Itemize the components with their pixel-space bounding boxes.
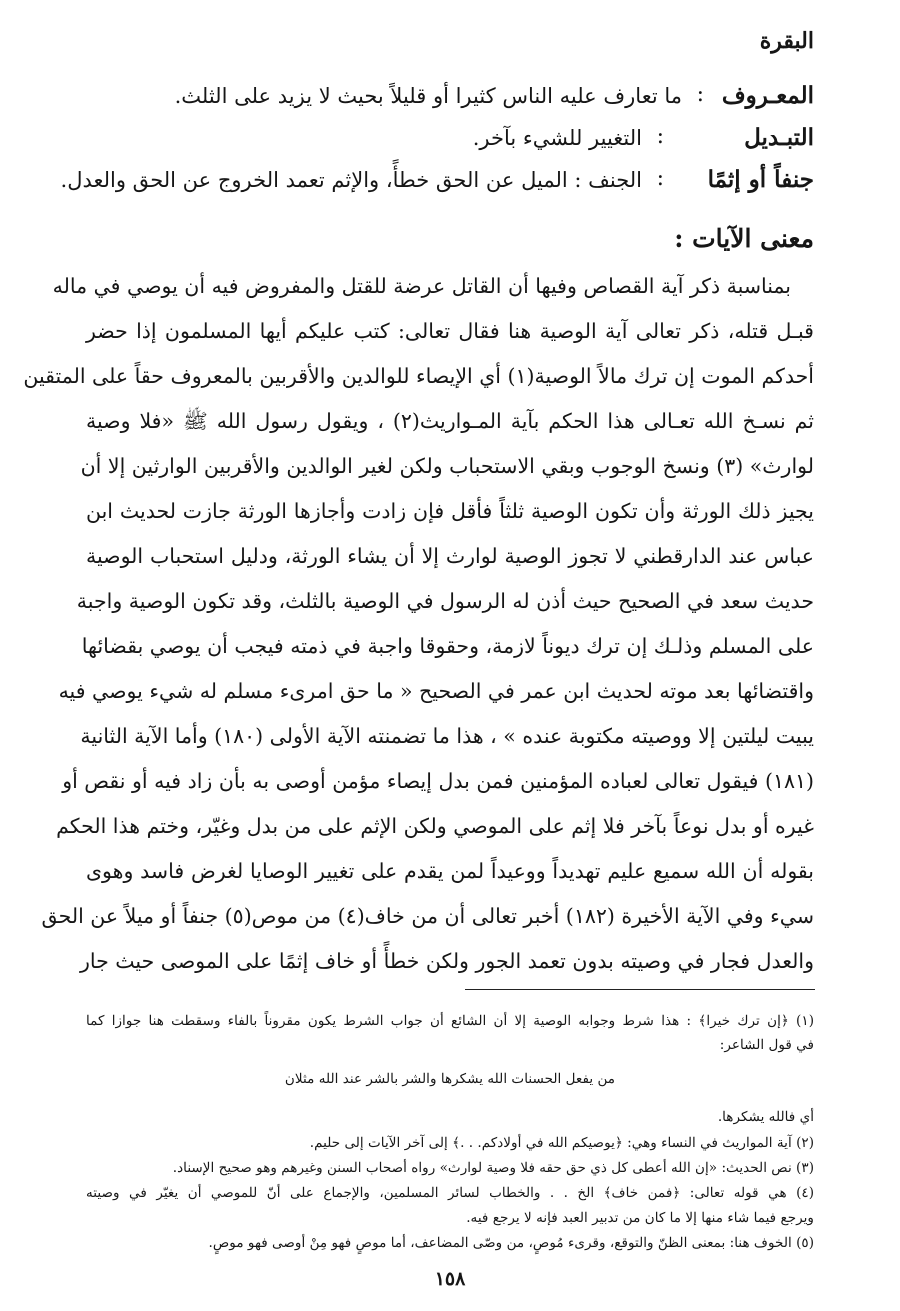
chapter-header: البقرة: [759, 28, 814, 54]
footnote-line: ويرجع فيما شاء منها إلا ما كان من تدبير العبد فإنه لا يرجع فيه.: [466, 1210, 814, 1226]
body-line: بقوله أن الله سميع عليم تهديداً ووعيداً لمن يقدم على تغيير الوصايا لغرض فاسد وهوى: [86, 859, 814, 883]
footnote-divider: [465, 989, 815, 990]
body-line: على المسلم وذلـك إن ترك ديوناً لازمة، وحقوقا واجبة في ذمته فيجب أن يوصي بقضائها: [81, 634, 814, 658]
footnote-line: (١) ﴿إن ترك خيرا﴾ : هذا شرط وجوابه الوصية إلا أن الشائع أن جواب الشرط يكون مقروناً بالفاء وسقطت هنا جوازا كما: [86, 1013, 814, 1029]
vocab-term: التبـديل: [744, 124, 814, 151]
vocab-entry-janaf: [54, 166, 814, 210]
vocab-term: جنفاً أو إثمًا: [707, 166, 814, 193]
page-number: ١٥٨: [434, 1268, 466, 1290]
body-line: (١٨١) فيقول تعالى لعباده المؤمنين فمن بدل إيصاء مؤمن أوصى به بأن زاد فيه أو نقص أو: [62, 769, 814, 793]
body-line: سيء وفي الآية الأخيرة (١٨٢) أخبر تعالى أن من خاف(٤) من موص(٥) جنفاً أو ميلاً عن الحق: [41, 904, 814, 928]
body-line: واقتضائها بعد موته لحديث ابن عمر في الصحيح « ما حق امرىء مسلم له شيء يوصي فيه: [58, 679, 814, 703]
body-line: ثم نسـخ الله تعـالى هذا الحكم بآية المـواريث(٢) ، ويقول رسول الله ﷺ «فلا وصية: [86, 409, 814, 433]
vocab-definition: التغيير للشيء بآخر.: [472, 126, 642, 150]
footnote-line: (٣) نص الحديث: «إن الله أعطى كل ذي حق حقه فلا وصية لوارث» رواه أصحاب السنن وغيرهم وهو صحيح الإسناد.: [172, 1160, 814, 1176]
footnote-line: (٤) هي قوله تعالى: ﴿فمن خاف﴾ الخ . . والخطاب لسائر المسلمين، والإجماع على أنّ للموصي أن يغيّر في وصيته: [86, 1185, 814, 1201]
body-line: عباس عند الدارقطني لا تجوز الوصية لوارث إلا أن يشاء الورثة، ودليل استحباب الوصية: [86, 544, 814, 568]
body-line: يجيز ذلك الورثة وأن تكون الوصية ثلثاً فأقل فإن زادت وأجازها الورثة جازت لحديث ابن: [86, 499, 814, 523]
body-line: غيره أو بدل نوعاً بآخر فلا إثم على الموصي ولكن الإثم على من بدل وغيّر، وختم هذا الحكم: [56, 814, 814, 838]
body-line: والعدل فجار في وصيته بدون تعمد الجور ولكن خطأً أو خاف إثمًا على الموصى حيث جار: [79, 949, 814, 973]
vocab-colon: :: [656, 124, 664, 149]
vocab-definition: ما تعارف عليه الناس كثيرا أو قليلاً بحيث لا يزيد على الثلث.: [174, 84, 682, 108]
vocab-colon: :: [656, 166, 664, 191]
body-line: يبيت ليلتين إلا ووصيته مكتوبة عنده » ، هذا ما تضمنته الآية الأولى (١٨٠) وأما الآية الثانية: [80, 724, 814, 748]
vocab-term: المعـروف: [721, 82, 814, 109]
body-line: لوارث» (٣) ونسخ الوجوب وبقي الاستحباب ولكن لغير الوالدين والأقربين الوارثين إلا أن: [80, 454, 814, 478]
body-line: حديث سعد في الصحيح حيث أذن له الرسول في الوصية بالثلث، وقد تكون الوصية واجبة: [76, 589, 814, 613]
vocab-entry-maroof: [54, 82, 814, 126]
section-title: معنى الآيات :: [674, 224, 814, 253]
vocab-definition: الجنف : الميل عن الحق خطأً، والإثم تعمد الخروج عن الحق والعدل.: [60, 168, 642, 192]
footnote-line: (٢) آية المواريث في النساء وهي: ﴿يوصيكم الله في أولادكم. . .﴾ إلى آخر الآيات إلى حليم.: [309, 1135, 814, 1151]
body-line: بمناسبة ذكر آية القصاص وفيها أن القاتل عرضة للقتل والمفروض فيه أن يوصي في ماله: [52, 274, 791, 298]
vocab-colon: :: [696, 82, 704, 107]
footnote-poem: من يفعل الحسنات الله يشكرها والشر بالشر عند الله مثلان: [284, 1071, 616, 1087]
footnote-line: (٥) الخوف هنا: بمعنى الظنّ والتوقع، وقرىء مُوصٍ، من وصّى المضاعف، أما موصٍ فهو مِنْ أوصى فهو موصٍ.: [208, 1235, 814, 1251]
body-line: أحدكم الموت إن ترك مالاً الوصية(١) أي الإيصاء للوالدين والأقربين بالمعروف حقاً على المتقين: [23, 364, 814, 388]
footnote-line: أي فالله يشكرها.: [717, 1109, 814, 1125]
body-line: قبـل قتله، ذكر تعالى آية الوصية هنا فقال تعالى: كتب عليكم أيها المسلمون إذا حضر: [86, 319, 814, 343]
footnote-line: في قول الشاعر:: [719, 1037, 814, 1053]
vocab-entry-tabdeel: [54, 124, 814, 168]
